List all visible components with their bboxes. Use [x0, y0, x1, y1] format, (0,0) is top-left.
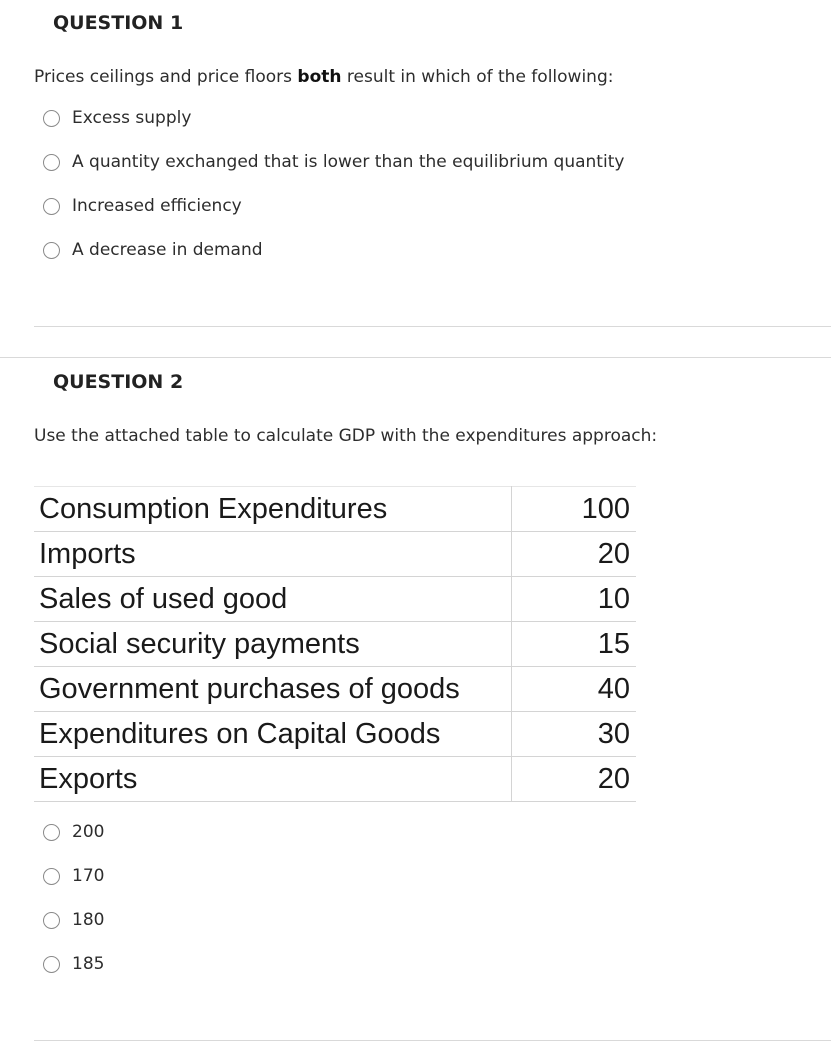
- question-divider: [34, 1040, 831, 1041]
- option-label: 170: [72, 866, 105, 886]
- table-row: [34, 622, 636, 667]
- table-cell-value: 100: [512, 487, 637, 532]
- question-2-option-4[interactable]: [43, 954, 104, 974]
- question-1-option-4[interactable]: [43, 240, 263, 260]
- table-cell-value: 15: [512, 622, 637, 667]
- table-row: [34, 532, 636, 577]
- radio-button[interactable]: [43, 110, 60, 127]
- table-row: [34, 757, 636, 802]
- table-cell-label: Government purchases of goods: [34, 667, 512, 712]
- question-1-option-1[interactable]: [43, 108, 191, 128]
- question-2-prompt: Use the attached table to calculate GDP with the expenditures approach:: [34, 426, 658, 446]
- option-label: A decrease in demand: [72, 240, 263, 260]
- radio-button[interactable]: [43, 198, 60, 215]
- option-label: 185: [72, 954, 105, 974]
- question-2-title: QUESTION 2: [53, 371, 184, 393]
- table-row: [34, 577, 636, 622]
- table-cell-value: 20: [512, 532, 637, 577]
- prompt-bold-text: both: [297, 67, 342, 87]
- table-cell-value: 30: [512, 712, 637, 757]
- table-row: [34, 667, 636, 712]
- radio-button[interactable]: [43, 912, 60, 929]
- question-2-option-3[interactable]: [43, 910, 104, 930]
- option-label: 200: [72, 822, 105, 842]
- table-cell-label: Social security payments: [34, 622, 512, 667]
- radio-button[interactable]: [43, 242, 60, 259]
- radio-button[interactable]: [43, 868, 60, 885]
- table-row: [34, 487, 636, 532]
- table-cell-label: Exports: [34, 757, 512, 802]
- radio-button[interactable]: [43, 824, 60, 841]
- question-divider: [34, 326, 831, 327]
- radio-button[interactable]: [43, 956, 60, 973]
- table-cell-label: Consumption Expenditures: [34, 487, 512, 532]
- radio-button[interactable]: [43, 154, 60, 171]
- question-2-option-2[interactable]: [43, 866, 104, 886]
- question-1-option-3[interactable]: [43, 196, 242, 216]
- option-label: Excess supply: [72, 108, 192, 128]
- option-label: Increased efficiency: [72, 196, 242, 216]
- prompt-text: result in which of the following:: [341, 67, 614, 87]
- question-1-option-2[interactable]: [43, 152, 624, 172]
- question-2-option-1[interactable]: [43, 822, 104, 842]
- table-cell-label: Imports: [34, 532, 512, 577]
- table-cell-value: 20: [512, 757, 637, 802]
- option-label: 180: [72, 910, 105, 930]
- table-cell-value: 40: [512, 667, 637, 712]
- prompt-text: Prices ceilings and price floors: [34, 67, 298, 87]
- question-1-title: QUESTION 1: [53, 12, 184, 34]
- question-1-prompt: [34, 67, 613, 87]
- table-cell-value: 10: [512, 577, 637, 622]
- option-label: A quantity exchanged that is lower than the equilibrium quantity: [72, 152, 625, 172]
- section-divider: [0, 357, 831, 358]
- table-cell-label: Sales of used good: [34, 577, 512, 622]
- gdp-table: [34, 486, 636, 802]
- table-row: [34, 712, 636, 757]
- table-cell-label: Expenditures on Capital Goods: [34, 712, 512, 757]
